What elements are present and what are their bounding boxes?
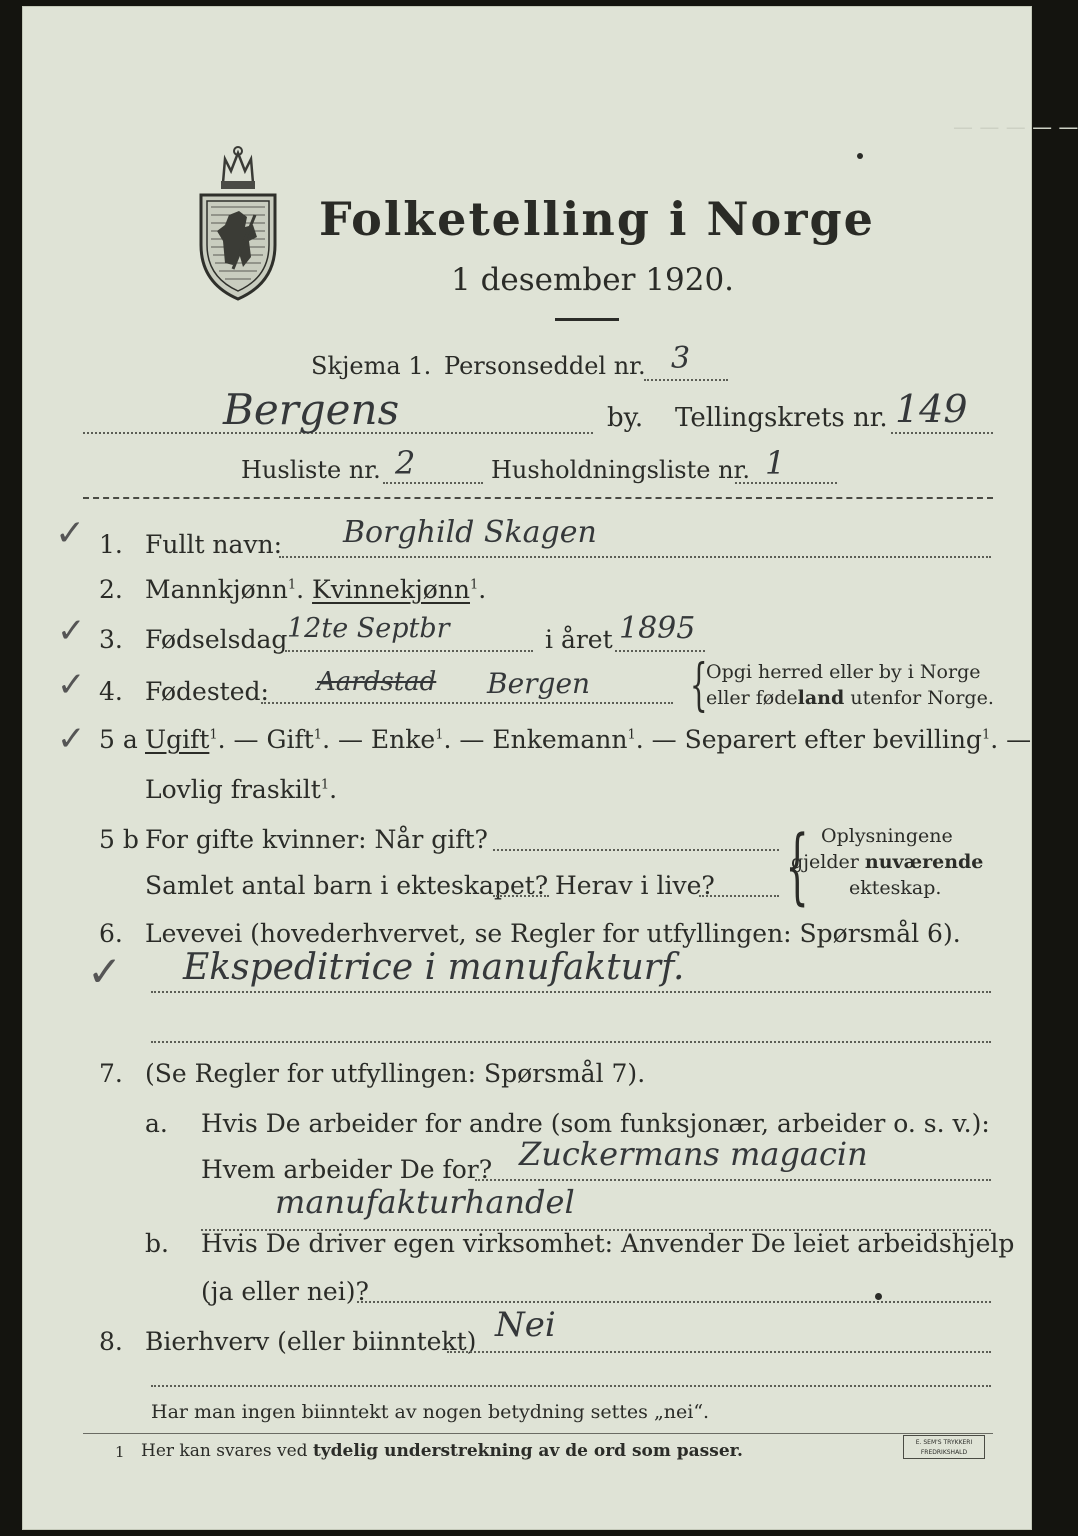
q5a-dash: . —: [635, 725, 677, 754]
coat-of-arms-icon: [195, 145, 281, 303]
q7b-letter: b.: [145, 1229, 169, 1258]
q5b-number: 5 b: [99, 825, 139, 854]
q5a-sup: 1: [209, 727, 218, 743]
q7b-question: (ja eller nei)?: [201, 1277, 369, 1306]
q5a-enke: Enke: [370, 725, 436, 754]
q1-number: 1.: [99, 530, 123, 559]
q5a-options: [145, 725, 1031, 754]
q5a-sup: 1: [981, 727, 991, 743]
q7b-line: [357, 1301, 991, 1303]
q3-number: 3.: [99, 625, 123, 654]
header-separator: [83, 497, 993, 499]
q7a-text: Hvis De arbeider for andre (som funksjonær, arbeider o. s. v.):: [201, 1109, 990, 1138]
q3-year-line: [615, 650, 705, 652]
house-list-label: Husliste nr.: [241, 456, 381, 484]
q5b-note-b: nuværende: [864, 851, 984, 873]
q5a-lovlig-text: Lovlig fraskilt: [145, 775, 321, 804]
person-slip-value: 3: [671, 341, 691, 376]
form-date: 1 desember 1920.: [451, 262, 735, 298]
house-list-line: [383, 482, 483, 484]
q7-label: (Se Regler for utfyllingen: Spørsmål 7).: [145, 1059, 646, 1088]
q4-number: 4.: [99, 677, 123, 706]
q4-note-b: land: [797, 687, 845, 709]
q1-label: Fullt navn:: [145, 530, 283, 559]
q5b-married-line: [493, 849, 779, 851]
footnote-b: tydelig understrekning av de ord som passer.: [312, 1441, 743, 1461]
q6-line: [151, 991, 991, 993]
q3-day-line: [285, 650, 533, 652]
q7a-value2: manufakturhandel: [275, 1183, 575, 1221]
q2-female: Kvinnekjønn: [312, 575, 470, 604]
title-rule: [555, 318, 619, 321]
q5a-sup: 1: [627, 727, 636, 743]
q4-note-c: utenfor Norge.: [844, 687, 994, 709]
q4-brace: {: [689, 653, 708, 718]
district-line: [891, 432, 993, 434]
household-list-line: [735, 482, 837, 484]
footnote-a: Her kan svares ved: [141, 1441, 313, 1461]
q8-number: 8.: [99, 1327, 123, 1356]
checkmark-icon: ✓: [87, 947, 123, 996]
q2-number: 2.: [99, 575, 123, 604]
q7a-value1: Zuckermans magacin: [519, 1135, 868, 1173]
q5b-married-when: For gifte kvinner: Når gift?: [145, 825, 488, 854]
q3-label: Fødselsdag: [145, 625, 288, 654]
q7a-line: [475, 1179, 991, 1181]
q5a-separert: Separert efter bevilling: [684, 725, 982, 754]
district-label: Tellingskrets nr.: [675, 403, 888, 433]
footnote-number: 1: [115, 1443, 125, 1461]
q2-male-sup: 1: [287, 577, 297, 593]
form-title: Folketelling i Norge: [319, 192, 875, 246]
q4-struck-value: Aardstad: [317, 667, 437, 697]
q8-line-2: [151, 1385, 991, 1387]
printer-line1: E. SEM'S TRYKKERI: [915, 1439, 973, 1446]
q3-year-value: 1895: [619, 611, 696, 646]
q5b-children-line: [493, 895, 549, 897]
q4-label: Fødested:: [145, 677, 269, 706]
q5a-sup: 1: [313, 727, 323, 743]
q2-end: .: [478, 575, 487, 604]
census-form-sheet: [22, 6, 1078, 1530]
checkmark-icon: ✓: [55, 513, 86, 554]
q5a-enkemann: Enkemann: [492, 725, 628, 754]
checkmark-icon: ✓: [57, 719, 86, 759]
q1-value: Borghild Skagen: [343, 515, 597, 550]
q2-dot: .: [296, 575, 305, 604]
q5a-dash: . —: [217, 725, 259, 754]
footer-note: Har man ingen biinntekt av nogen betydning settes „nei“.: [151, 1401, 710, 1423]
q1-line: [279, 556, 991, 558]
q6-label: Levevei (hovederhvervet, se Regler for utfyllingen: Spørsmål 6).: [145, 919, 961, 948]
q2-female-sup: 1: [470, 577, 479, 593]
footnote-text: [141, 1441, 743, 1461]
q5a-number: 5 a: [99, 725, 138, 754]
q6-number: 6.: [99, 919, 123, 948]
q5a-dash: . —: [990, 725, 1032, 754]
q5a-sup: 1: [435, 727, 444, 743]
q7b-text: Hvis De driver egen virksomhet: Anvender De leiet arbeidshjelp: [201, 1229, 1015, 1258]
q3-year-label: i året: [545, 625, 613, 654]
q4-value: Bergen: [487, 667, 591, 700]
q5a-lovlig: Lovlig fraskilt$^1$.: [145, 775, 338, 804]
q5b-note-a: gjelder: [791, 851, 865, 873]
q7a-letter: a.: [145, 1109, 168, 1138]
household-list-label: Husholdningsliste nr.: [491, 456, 750, 484]
q5a-dash: . —: [443, 725, 485, 754]
q3-day-value: 12te Septbr: [287, 613, 450, 644]
person-slip-label: Personseddel nr.: [444, 352, 646, 380]
q4-note-line2: [706, 687, 994, 709]
q8-value: Nei: [495, 1305, 556, 1345]
person-slip-line: [644, 379, 728, 381]
checkmark-icon: ✓: [57, 611, 86, 651]
q4-note-a: eller føde: [706, 687, 798, 709]
q5b-note-line1: Oplysningene: [821, 825, 953, 847]
household-list-value: 1: [765, 444, 786, 482]
q5a-ugift: Ugift: [145, 725, 210, 754]
q4-note-line1: Opgi herred eller by i Norge: [706, 661, 981, 683]
q8-line: [447, 1351, 991, 1353]
q5b-brace: {: [785, 819, 809, 914]
house-list-value: 2: [395, 444, 416, 482]
q2-options: [145, 575, 486, 604]
q2-male: Mannkjønn: [145, 575, 288, 604]
bleed-through-text: — — — — —: [953, 115, 1078, 139]
q6-value: Ekspeditrice i manufakturf.: [183, 947, 685, 988]
q5b-alive: Herav i live?: [555, 871, 715, 900]
q5a-gift: Gift: [266, 725, 314, 754]
city-value: Bergens: [223, 385, 400, 434]
checkmark-icon: ✓: [57, 665, 86, 705]
q5b-alive-line: [699, 895, 779, 897]
q7a-who: Hvem arbeider De for?: [201, 1155, 493, 1184]
q5b-children: Samlet antal barn i ekteskapet?: [145, 871, 549, 900]
q5b-note-line3: ekteskap.: [849, 877, 942, 899]
ink-dot: [875, 1293, 882, 1300]
q4-line: [261, 702, 673, 704]
q6-line-2: [151, 1041, 991, 1043]
city-suffix: by.: [607, 403, 644, 433]
printer-line2: FREDRIKSHALD: [920, 1449, 968, 1456]
district-value: 149: [895, 387, 968, 431]
q5a-sup: 1: [320, 777, 330, 793]
q8-label: Bierhverv (eller biinntekt): [145, 1327, 477, 1356]
q5a-dash: . —: [322, 725, 363, 754]
ink-dot: [857, 153, 863, 159]
printer-stamp: [903, 1435, 985, 1459]
q5b-note-line2: [791, 851, 983, 873]
footer-rule: [83, 1433, 993, 1434]
schema-label: Skjema 1.: [311, 352, 432, 380]
q7-number: 7.: [99, 1059, 123, 1088]
